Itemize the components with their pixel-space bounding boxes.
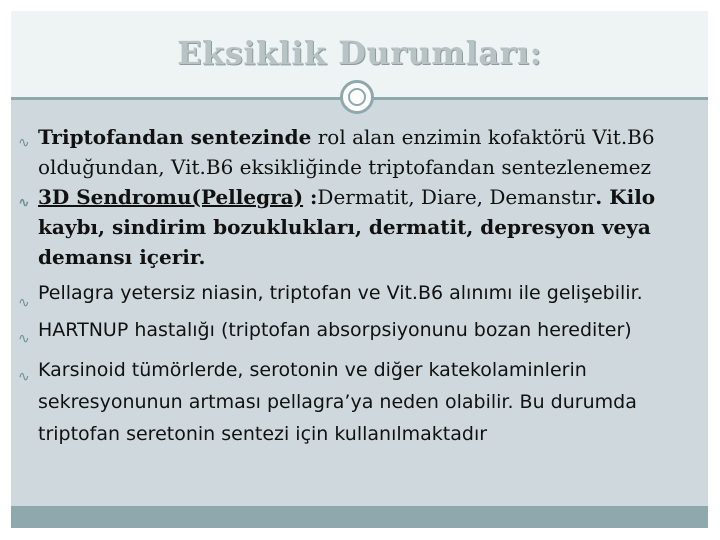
wavy-bullet-icon: ∿ [18,195,30,211]
list-item [18,312,708,348]
bullet-list [18,122,708,450]
list-item-text: Karsinoid tümörlerde, serotonin ve diğer katekolaminlerin sekresyonunun artması pellagra’ya neden olabilir. Bu durumda triptofan seretonin sentezi için kullanılmaktadır [38,359,637,445]
wavy-bullet-icon: ∿ [18,295,30,311]
list-item-text: Dermatit, Diare, Demanstır [317,185,596,209]
list-item [18,354,708,450]
wavy-bullet-icon: ∿ [18,331,30,347]
list-item-text: Pellagra yetersiz niasin, triptofan ve Vit.B6 alınımı ile gelişebilir. [38,282,643,304]
list-item-text: : [303,185,318,209]
list-item-text: HARTNUP hastalığı (triptofan absorpsiyonunu bozan herediter) [38,319,632,341]
slide-title: Eksiklik Durumları: [177,34,542,72]
list-item [18,274,708,312]
list-item-bold-text: . Kilo kaybı, sindirim bozuklukları, dermatit, depresyon veya demansı içerir. [38,185,656,269]
list-item-text: rol alan enzimin kofaktörü Vit.B6 olduğundan, Vit.B6 eksikliğinde triptofandan sentezlenemez [38,125,655,179]
wavy-bullet-icon: ∿ [18,135,30,151]
list-item-bold-text: 3D Sendromu(Pellegra) [38,185,304,209]
list-item [18,122,708,182]
wavy-bullet-icon: ∿ [18,369,30,385]
bottom-band [11,506,708,528]
divider-circle-ornament [340,80,374,114]
list-item-bold-text: Triptofandan sentezinde [38,125,312,149]
list-item [18,182,708,272]
